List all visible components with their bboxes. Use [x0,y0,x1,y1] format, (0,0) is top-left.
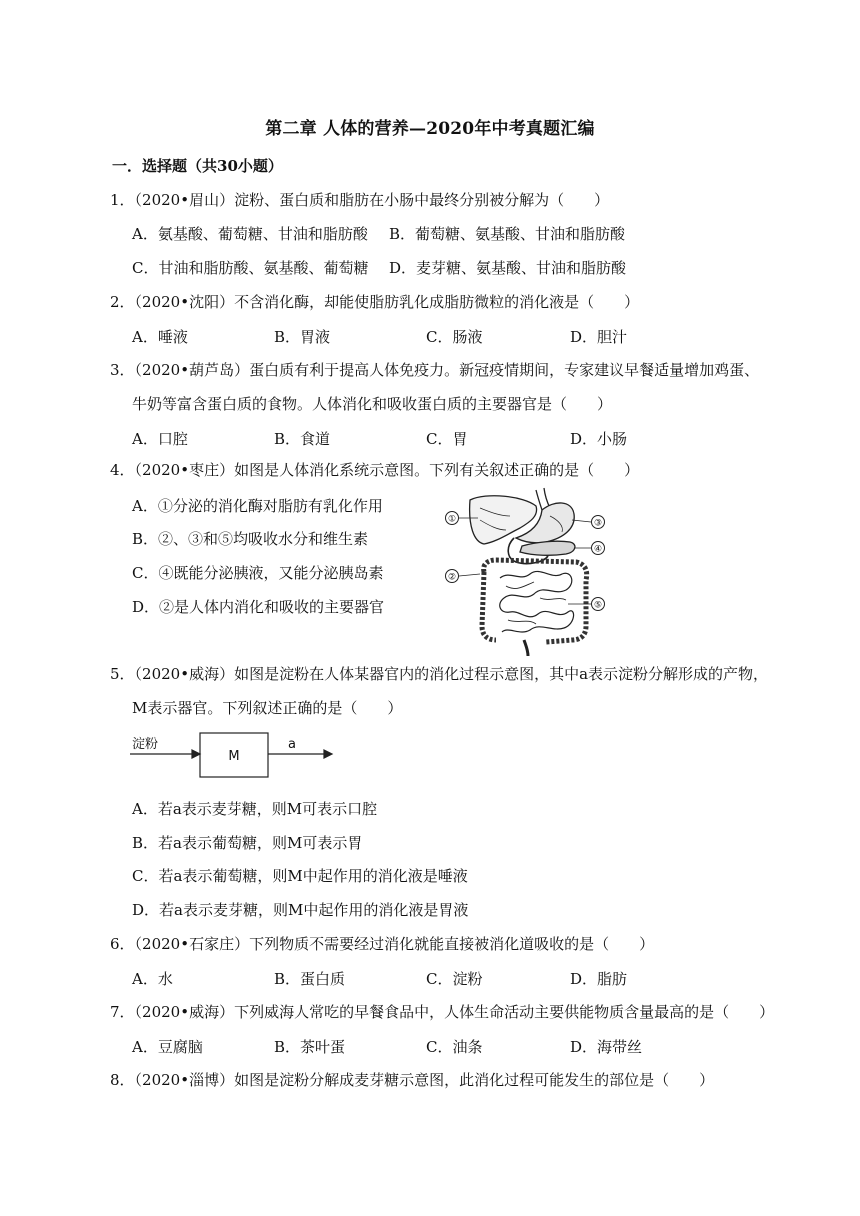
q6-option-c: C．淀粉 [426,970,483,988]
q2-option-d: D．胆汁 [570,328,628,346]
q2-option-b: B．胃液 [274,328,331,346]
q4-option-d: D．②是人体内消化和吸收的主要器官 [132,598,385,616]
q2-option-a: A．唾液 [132,328,188,346]
diagram-input-label: 淀粉 [132,737,159,752]
q6-options [132,968,752,988]
q2-option-c: C．肠液 [426,328,483,346]
q6-option-a: A．水 [132,970,173,988]
figure-label-5: ⑤ [593,600,603,611]
q6-option-d: D．脂肪 [570,970,628,988]
figure-label-3: ③ [593,518,603,529]
question-8-stem: 8．（2020•淄博）如图是淀粉分解成麦芽糖示意图，此消化过程可能发生的部位是（ ） [110,1071,715,1089]
q2-options [132,326,752,346]
question-7-stem: 7．（2020•威海）下列威海人常吃的早餐食品中，人体生命活动主要供能物质含量最高的是（ ） [110,1003,775,1021]
question-6-stem: 6．（2020•石家庄）下列物质不需要经过消化就能直接被消化道吸收的是（ ） [110,935,655,953]
starch-process-diagram [128,728,338,788]
q4-option-a: A．①分泌的消化酶对脂肪有乳化作用 [132,497,383,515]
q6-option-b: B．蛋白质 [274,970,346,988]
question-2-stem: 2．（2020•沈阳）不含消化酶，却能使脂肪乳化成脂肪微粒的消化液是（ ） [110,293,640,311]
figure-label-4: ④ [593,544,603,555]
q4-option-b: B．②、③和⑤均吸收水分和维生素 [132,530,369,548]
q7-options [132,1036,752,1056]
page-title: 第二章 人体的营养—2020年中考真题汇编 [265,119,595,139]
question-1-stem: 1．（2020•眉山）淀粉、蛋白质和脂肪在小肠中最终分别被分解为（ ） [110,191,610,209]
q5-option-a: A．若a表示麦芽糖，则M可表示口腔 [132,800,378,818]
question-5-stem-continued: M表示器官。下列叙述正确的是（ ） [132,699,403,717]
q5-option-b: B．若a表示葡萄糖，则M可表示胃 [132,834,363,852]
figure-label-2: ② [447,572,457,583]
q3-option-d: D．小肠 [570,430,628,448]
diagram-output-label: a [288,737,296,752]
q3-option-b: B．食道 [274,430,331,448]
q4-option-c: C．④既能分泌胰液，又能分泌胰岛素 [132,564,384,582]
q3-option-c: C．胃 [426,430,468,448]
q3-options [132,428,752,448]
q1-option-d: D．麦芽糖、氨基酸、甘油和脂肪酸 [389,259,627,277]
question-4-stem: 4．（2020•枣庄）如图是人体消化系统示意图。下列有关叙述正确的是（ ） [110,461,640,479]
q1-option-c: C．甘油和脂肪酸、氨基酸、葡萄糖 [132,259,369,277]
q1-option-b: B．葡萄糖、氨基酸、甘油和脂肪酸 [389,225,626,243]
figure-label-1: ① [447,514,457,525]
question-5-stem: 5．（2020•威海）如图是淀粉在人体某器官内的消化过程示意图，其中a表示淀粉分解形成的产物， [110,665,769,683]
q7-option-d: D．海带丝 [570,1038,643,1056]
q5-option-c: C．若a表示葡萄糖，则M中起作用的消化液是唾液 [132,867,468,885]
diagram-box-label: M [228,749,240,764]
question-3-stem-continued: 牛奶等富含蛋白质的食物。人体消化和吸收蛋白质的主要器官是（ ） [132,395,613,413]
q7-option-c: C．油条 [426,1038,483,1056]
q7-option-b: B．茶叶蛋 [274,1038,346,1056]
digestive-system-figure [436,486,622,658]
question-3-stem: 3．（2020•葫芦岛）蛋白质有利于提高人体免疫力。新冠疫情期间，专家建议早餐适量增加鸡蛋、 [110,361,760,379]
q5-option-d: D．若a表示麦芽糖，则M中起作用的消化液是胃液 [132,901,469,919]
q1-option-a: A．氨基酸、葡萄糖、甘油和脂肪酸 [132,225,368,243]
q7-option-a: A．豆腐脑 [132,1038,203,1056]
q3-option-a: A．口腔 [132,430,188,448]
section-heading: 一．选择题（共30小题） [112,157,283,175]
